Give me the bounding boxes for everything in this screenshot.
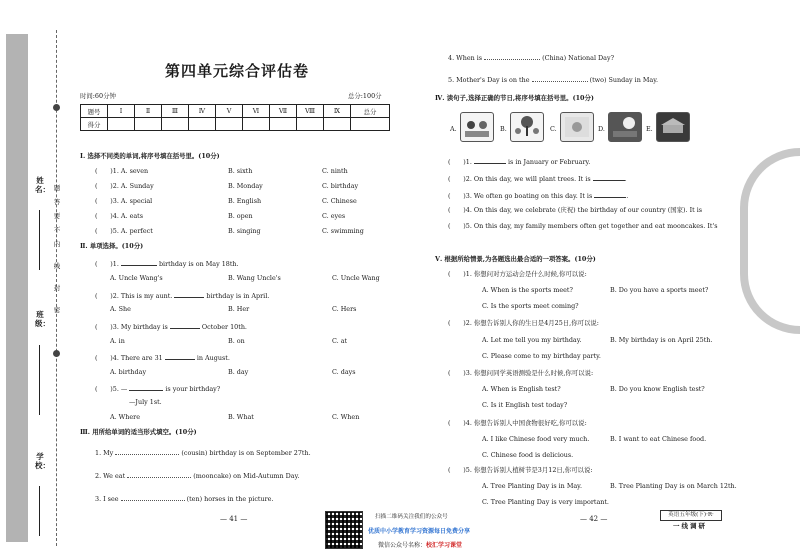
score-input[interactable]: [189, 118, 216, 131]
time-limit: 时间:60分钟: [80, 92, 116, 100]
score-table-score-row: [81, 118, 390, 131]
s2-q1-pre: ( )1.: [95, 260, 119, 268]
s5-q5-opt-a: A. Tree Planting Day is in May.: [482, 482, 582, 490]
name-line: [39, 210, 40, 270]
tree-planting-picture: [510, 112, 544, 142]
score-input[interactable]: [351, 118, 390, 131]
s2-q3-opt-c: C. at: [332, 337, 348, 345]
s2-q3-opt-a: A. in: [110, 337, 125, 345]
warning-char: 内: [53, 240, 61, 248]
s5-q3-opt-b: B. Do you know English test?: [610, 385, 705, 393]
s3-q3-pre: 3. I see: [95, 495, 119, 503]
score-input[interactable]: [270, 118, 297, 131]
family-reunion-icon: [461, 113, 493, 141]
warning-char: 密: [53, 306, 61, 314]
pic-c-label: C.: [550, 125, 557, 133]
page-number-right: — 42 —: [580, 515, 608, 523]
national-day-picture: [656, 112, 690, 142]
s1-q3-c: C. Chinese: [322, 197, 357, 205]
s5-q2-opt-a: A. Let me tell you my birthday.: [482, 336, 582, 344]
s4-q1: [448, 156, 590, 167]
warning-char: 答: [53, 198, 61, 206]
s5-q3-opt-c: C. Is it English test today?: [482, 401, 568, 409]
answer-blank[interactable]: [121, 493, 185, 501]
binding-strip: [6, 34, 28, 542]
score-cell: Ⅵ: [243, 105, 270, 118]
s2-q3-post: October 10th.: [201, 323, 247, 331]
s4-q5: ( )5. On this day, my family members often get together and eat mooncakes. It's: [448, 222, 718, 230]
class-label: 班级：: [35, 310, 50, 328]
pic-a-label: A.: [450, 125, 457, 133]
score-input[interactable]: [216, 118, 243, 131]
score-cell: Ⅰ: [108, 105, 135, 118]
score-cell: Ⅳ: [189, 105, 216, 118]
s2-q5: [95, 383, 220, 394]
s2-q5-opt-a: A. Where: [110, 413, 140, 421]
s4-q2-post: .: [624, 175, 627, 183]
s4-q3: [448, 190, 628, 201]
s2-q1-post: birthday is on May 18th.: [158, 260, 239, 268]
family-reunion-picture: [460, 112, 494, 142]
s1-q4-a: ( )4. A. eats: [95, 212, 144, 220]
s2-q5-opt-c: C. When: [332, 413, 360, 421]
school-label: 学校：: [35, 452, 50, 470]
page-title: 第四单元综合评估卷: [165, 62, 310, 80]
s3-q3: [95, 493, 273, 504]
answer-blank[interactable]: [170, 321, 200, 329]
s2-q5-post: is your birthday?: [165, 385, 221, 393]
s2-q4-post: in August.: [196, 354, 230, 362]
pic-d-label: D.: [598, 125, 605, 133]
s4-q4: ( )4. On this day, we celebrate (庆祝) the birthday of our country (国家). It is: [448, 206, 703, 214]
wechat-prefix: 微信公众号名称：: [378, 542, 427, 549]
answer-blank[interactable]: [165, 352, 195, 360]
warning-char: 题: [53, 184, 61, 192]
s4-q2: [448, 173, 627, 184]
s5-q3-opt-a: A. When is English test?: [482, 385, 561, 393]
name-label: 姓名：: [35, 176, 50, 194]
s5-q1-opt-c: C. Is the sports meet coming?: [482, 302, 579, 310]
score-cell: Ⅸ: [324, 105, 351, 118]
s1-q4-b: B. open: [228, 212, 253, 220]
s5-q2-opt-b: B. My birthday is on April 25th.: [610, 336, 713, 344]
s2-q5-opt-b: B. What: [228, 413, 254, 421]
lantern-icon: [561, 113, 593, 141]
s2-q4-opt-c: C. days: [332, 368, 356, 376]
scan-qr-text: 扫描二维码关注我们的公众号: [375, 514, 448, 520]
warning-char: 线: [53, 262, 61, 270]
score-cell: Ⅱ: [135, 105, 162, 118]
s5-q4-opt-b: B. I want to eat Chinese food.: [610, 435, 707, 443]
s2-q2-pre: ( )2. This is my aunt.: [95, 292, 173, 300]
s5-q1-question: ( )1. 你想问对方运动会是什么时候,你可以说:: [448, 270, 587, 278]
s3-q1-pre: 1. My: [95, 449, 114, 457]
answer-blank[interactable]: [115, 447, 179, 455]
score-cell: 总分: [351, 105, 390, 118]
class-line: [39, 345, 40, 415]
wechat-account: [378, 541, 462, 550]
s4-q1-post: is in January or February.: [507, 158, 591, 166]
s2-q3-opt-b: B. on: [228, 337, 245, 345]
s3-q4-pre: 4. When is: [448, 54, 483, 62]
s1-q2-c: C. birthday: [322, 182, 359, 190]
section-5-heading: Ⅴ. 根据所给情景,为各题选出最合适的一项答案。(10分): [435, 255, 596, 263]
score-input[interactable]: [297, 118, 324, 131]
s3-q5: [448, 74, 658, 85]
score-cell: Ⅲ: [162, 105, 189, 118]
s1-q2-b: B. Monday: [228, 182, 263, 190]
s3-q4-post: (China) National Day?: [542, 54, 614, 62]
score-cell: Ⅶ: [270, 105, 297, 118]
answer-blank[interactable]: [593, 173, 625, 181]
binding-hole-bottom: [53, 350, 60, 357]
answer-blank[interactable]: [121, 258, 157, 266]
answer-blank[interactable]: [594, 190, 629, 200]
score-input[interactable]: [135, 118, 162, 131]
section-2-heading: Ⅱ. 单项选择。(10分): [80, 242, 144, 250]
answer-blank[interactable]: [484, 52, 540, 60]
score-input[interactable]: [162, 118, 189, 131]
s2-q4-pre: ( )4. There are 31: [95, 354, 163, 362]
s2-q5-reply: —July 1st.: [129, 398, 162, 406]
s1-q1-c: C. ninth: [322, 167, 348, 175]
s2-q4: [95, 352, 230, 363]
tree-planting-icon: [511, 113, 543, 141]
s3-q2: [95, 470, 299, 481]
brand-name: 一线调研: [673, 522, 707, 530]
binding-hole-top: [53, 104, 60, 111]
s1-q1-b: B. sixth: [228, 167, 253, 175]
promo-line: 优质中小学教育学习资源每日免费分享: [368, 528, 471, 535]
total-score: 总分:100分: [348, 92, 382, 100]
answer-blank[interactable]: [532, 74, 588, 82]
section-1-heading: Ⅰ. 选择不同类的单词,将序号填在括号里。(10分): [80, 152, 220, 160]
score-cell: 得分: [81, 118, 108, 131]
s3-q5-post: (two) Sunday in May.: [589, 76, 658, 84]
score-cell: 题号: [81, 105, 108, 118]
s2-q5-pre: ( )5. —: [95, 385, 128, 393]
tiananmen-icon: [657, 113, 689, 141]
score-table: [80, 104, 390, 131]
section-3-heading: Ⅲ. 用所给单词的适当形式填空。(10分): [80, 428, 197, 436]
pic-e-label: E.: [646, 125, 653, 133]
s5-q1-opt-a: A. When is the sports meet?: [482, 286, 573, 294]
s2-q1-opt-c: C. Uncle Wang: [332, 274, 380, 282]
s4-q2-pre: ( )2. On this day, we will plant trees. It is: [448, 175, 591, 183]
s3-q5-pre: 5. Mother's Day is on the: [448, 76, 530, 84]
s2-q2-opt-a: A. She: [110, 305, 131, 313]
s5-q5-opt-c: C. Tree Planting Day is very important.: [482, 498, 609, 506]
s4-q3-pre: ( )3. We often go boating on this day. It is: [448, 192, 593, 200]
s1-q3-a: ( )3. A. special: [95, 197, 153, 205]
s5-q1-opt-b: B. Do you have a sports meet?: [610, 286, 709, 294]
s3-q4: [448, 52, 614, 63]
s2-q3: [95, 321, 247, 332]
s2-q2: [95, 290, 269, 301]
s3-q1: [95, 447, 311, 458]
score-input[interactable]: [324, 118, 351, 131]
warning-char: 不: [53, 226, 61, 234]
score-input[interactable]: [243, 118, 270, 131]
s2-q4-opt-b: B. day: [228, 368, 249, 376]
s1-q5-c: C. swimming: [322, 227, 364, 235]
qr-code-icon: [325, 511, 363, 549]
s1-q2-a: ( )2. A. Sunday: [95, 182, 154, 190]
s1-q5-a: ( )5. A. perfect: [95, 227, 153, 235]
s1-q1-a: ( )1. A. seven: [95, 167, 149, 175]
s1-q4-c: C. eyes: [322, 212, 346, 220]
s5-q4-opt-a: A. I like Chinese food very much.: [482, 435, 590, 443]
s5-q4-opt-c: C. Chinese food is delicious.: [482, 451, 574, 459]
page-number-left: — 41 —: [220, 515, 248, 523]
s5-q5-question: ( )5. 你想告诉别人植树节是3月12日,你可以说:: [448, 466, 593, 474]
answer-blank[interactable]: [127, 470, 191, 478]
answer-blank[interactable]: [174, 290, 204, 298]
s3-q1-post: (cousin) birthday is on September 27th.: [181, 449, 311, 457]
s2-q2-post: birthday is in April.: [206, 292, 270, 300]
s2-q4-opt-a: A. birthday: [110, 368, 147, 376]
s4-q1-pre: ( )1.: [448, 158, 472, 166]
s3-q2-pre: 2. We eat: [95, 472, 126, 480]
s5-q5-opt-b: B. Tree Planting Day is on March 12th.: [610, 482, 737, 490]
s2-q1-opt-b: B. Wang Uncle's: [228, 274, 281, 282]
score-input[interactable]: [108, 118, 135, 131]
s5-q2-opt-c: C. Please come to my birthday party.: [482, 352, 601, 360]
school-line: [39, 486, 40, 536]
score-cell: Ⅴ: [216, 105, 243, 118]
s2-q2-opt-c: C. Hers: [332, 305, 357, 313]
score-table-header-row: [81, 105, 390, 118]
book-series: 英语五年级(下)·R·: [660, 510, 722, 521]
s3-q3-post: (ten) horses in the picture.: [186, 495, 274, 503]
answer-blank[interactable]: [129, 383, 163, 391]
mid-autumn-picture: [608, 112, 642, 142]
s5-q3-question: ( )3. 你想问同学英语测验是什么时候,你可以说:: [448, 369, 594, 377]
s2-q1: [95, 258, 239, 269]
s1-q5-b: B. singing: [228, 227, 261, 235]
stamp-seal-icon: [740, 148, 800, 334]
s5-q4-question: ( )4. 你想告诉别人中国食物很好吃,你可以说:: [448, 419, 587, 427]
chinese-picture: [560, 112, 594, 142]
warning-char: 封: [53, 284, 61, 292]
score-cell: Ⅷ: [297, 105, 324, 118]
warning-char: 要: [53, 212, 61, 220]
section-4-heading: Ⅳ. 读句子,选择正确的节日,将序号填在括号里。(10分): [435, 94, 594, 102]
s2-q2-opt-b: B. Her: [228, 305, 250, 313]
s4-q3-post: .: [626, 192, 629, 200]
s1-q3-b: B. English: [228, 197, 262, 205]
wechat-name: 校汇学习课堂: [426, 542, 463, 549]
s2-q1-opt-a: A. Uncle Wang's: [110, 274, 163, 282]
moon-icon: [609, 113, 641, 141]
s5-q2-question: ( )2. 你想告诉别人你的生日是4月25日,你可以说:: [448, 319, 599, 327]
s3-q2-post: (mooncake) on Mid-Autumn Day.: [193, 472, 300, 480]
answer-blank[interactable]: [474, 156, 506, 164]
s2-q3-pre: ( )3. My birthday is: [95, 323, 168, 331]
pic-b-label: B.: [500, 125, 507, 133]
